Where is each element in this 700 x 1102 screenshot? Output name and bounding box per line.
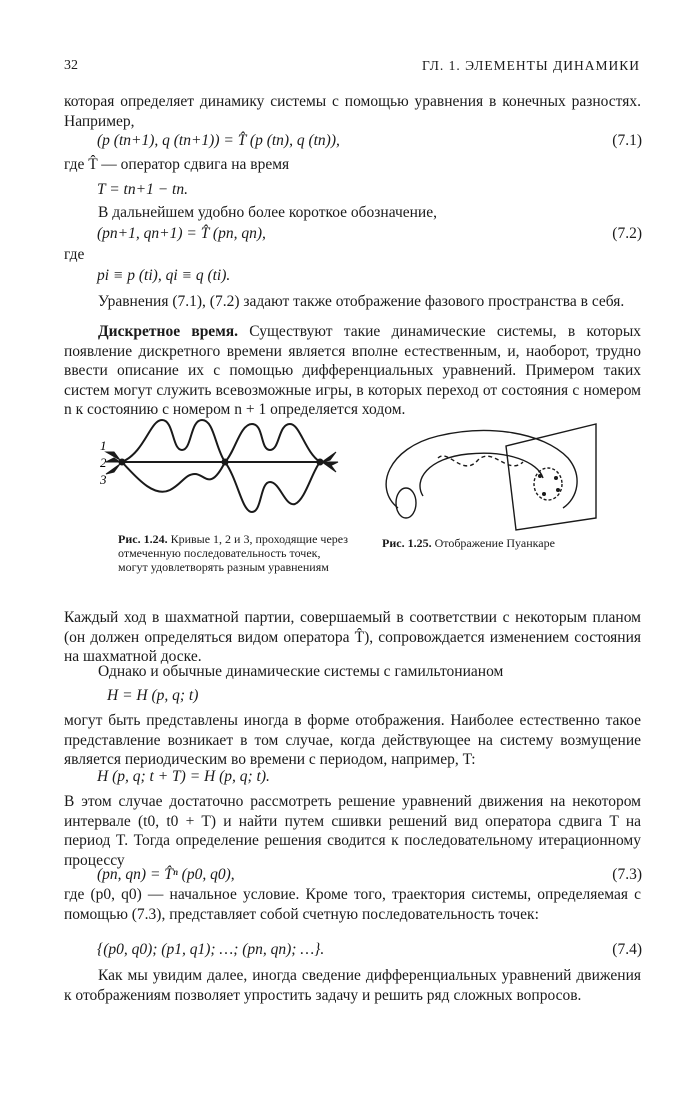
section-point bbox=[556, 488, 560, 492]
caption-text-1-25: Отображение Пуанкаре bbox=[431, 536, 555, 550]
paragraph-hamiltonian: Однако и обычные динамические системы с гамильтонианом bbox=[98, 663, 504, 680]
equation-number-7-4: (7.4) bbox=[612, 941, 642, 958]
equation-7-1: (p (tn+1), q (tn+1)) = T̂ (p (tn), q (tn)), bbox=[97, 132, 340, 149]
equation-number-7-2: (7.2) bbox=[612, 225, 642, 242]
arrow-out-1-icon bbox=[322, 452, 336, 462]
discrete-time-text: Существуют такие динамические системы, в которых появление дискретного времени является вполне естественным, и, наоборот, трудно ввести описание их с помощью дифференциальных уравнений. Примером таких систем могут служить всевозможные игры, в которых переход от состояния с номером n к состоянию с номером n + 1 определяется ходом. bbox=[64, 323, 641, 418]
curve-label-2: 2 bbox=[100, 455, 107, 470]
chapter-title: ГЛ. 1. ЭЛЕМЕНТЫ ДИНАМИКИ bbox=[421, 58, 640, 73]
paragraph-representation: могут быть представлены иногда в форме отображения. Наиболее естественно такое представление возникает в том случае, когда действующее на систему возмущение является периодическим во времени с периодом, например, T: bbox=[64, 712, 641, 768]
curve-3-right bbox=[225, 462, 320, 512]
sequence-point bbox=[119, 459, 125, 465]
caption-figure-1-24 bbox=[118, 532, 348, 574]
equation-definitions: pi ≡ p (ti), qi ≡ q (ti). bbox=[97, 267, 231, 284]
figure-1-25 bbox=[368, 418, 623, 533]
caption-label-1-25: Рис. 1.25. bbox=[382, 536, 432, 550]
paragraph-final: Как мы увидим далее, иногда сведение дифференциальных уравнений движения к отображениям позволяет упростить задачу и решить ряд сложных вопросов. bbox=[64, 967, 641, 1004]
section-cut bbox=[534, 468, 562, 500]
equation-hamiltonian: H = H (p, q; t) bbox=[107, 687, 199, 704]
torus-end-cap bbox=[396, 488, 416, 518]
section-point bbox=[554, 476, 558, 480]
sequence-point bbox=[317, 459, 323, 465]
equation-period-T: T = tn+1 − tn. bbox=[97, 181, 188, 198]
equation-7-3: (pn, qn) = T̂ⁿ (p0, q0), bbox=[97, 866, 235, 883]
figure-1-24 bbox=[100, 412, 350, 527]
caption-figure-1-25 bbox=[382, 536, 622, 550]
paragraph-mapping: Уравнения (7.1), (7.2) задают также отображение фазового пространства в себя. bbox=[98, 293, 625, 310]
page-number: 32 bbox=[64, 58, 78, 73]
equation-7-2: (pn+1, qn+1) = T̂ (pn, qn), bbox=[97, 225, 266, 242]
poincare-plane bbox=[506, 424, 596, 530]
paragraph-short-notation: В дальнейшем удобно более короткое обозначение, bbox=[98, 204, 437, 221]
equation-number-7-1: (7.1) bbox=[612, 132, 642, 149]
equation-number-7-3: (7.3) bbox=[612, 866, 642, 883]
section-point bbox=[538, 474, 542, 478]
caption-label-1-24: Рис. 1.24. bbox=[118, 532, 168, 546]
equation-7-4: {(p0, q0); (p1, q1); …; (pn, qn); …}. bbox=[97, 941, 325, 958]
running-header bbox=[64, 58, 640, 76]
paragraph-interval: В этом случае достаточно рассмотреть решение уравнений движения на некотором интервале (t0, t0 + T) и найти путем сшивки решений вид оператора сдвига T на период T. Тогда определение решения сводится к последовательному итерационному процессу bbox=[64, 793, 641, 869]
curve-label-1: 1 bbox=[100, 438, 107, 453]
sequence-point bbox=[222, 459, 228, 465]
paragraph-intro: которая определяет динамику системы с помощью уравнения в конечных разностях. Например, bbox=[64, 93, 641, 130]
text-shift-operator: где T̂ — оператор сдвига на время bbox=[64, 156, 290, 173]
caption-text-1-24: Кривые 1, 2 и 3, проходящие через отмеченную последовательность точек, могут удовлетворять разным уравнениям bbox=[118, 532, 348, 574]
curve-1-right bbox=[225, 424, 320, 462]
text-where: где bbox=[64, 246, 85, 263]
paragraph-chess: Каждый ход в шахматной партии, совершаемый в соответствии с некоторым планом (он должен определяться видом оператора T̂), сопровождается изменением состояния на шахматной доске. bbox=[64, 609, 641, 665]
equation-periodic: H (p, q; t + T) = H (p, q; t). bbox=[97, 768, 270, 785]
paragraph-discrete-time bbox=[64, 322, 641, 420]
section-point bbox=[542, 492, 546, 496]
discrete-time-title: Дискретное время. bbox=[98, 323, 239, 340]
torus-inner bbox=[420, 453, 543, 496]
curve-3-left bbox=[122, 462, 225, 492]
curve-label-3: 3 bbox=[100, 472, 107, 487]
paragraph-initial-condition: где (p0, q0) — начальное условие. Кроме того, траектория системы, определяемая с помощью (7.3), представляет собой счетную последовательность точек: bbox=[64, 886, 641, 923]
arrow-curve-3-icon bbox=[106, 464, 120, 474]
curve-1-left bbox=[122, 420, 225, 462]
